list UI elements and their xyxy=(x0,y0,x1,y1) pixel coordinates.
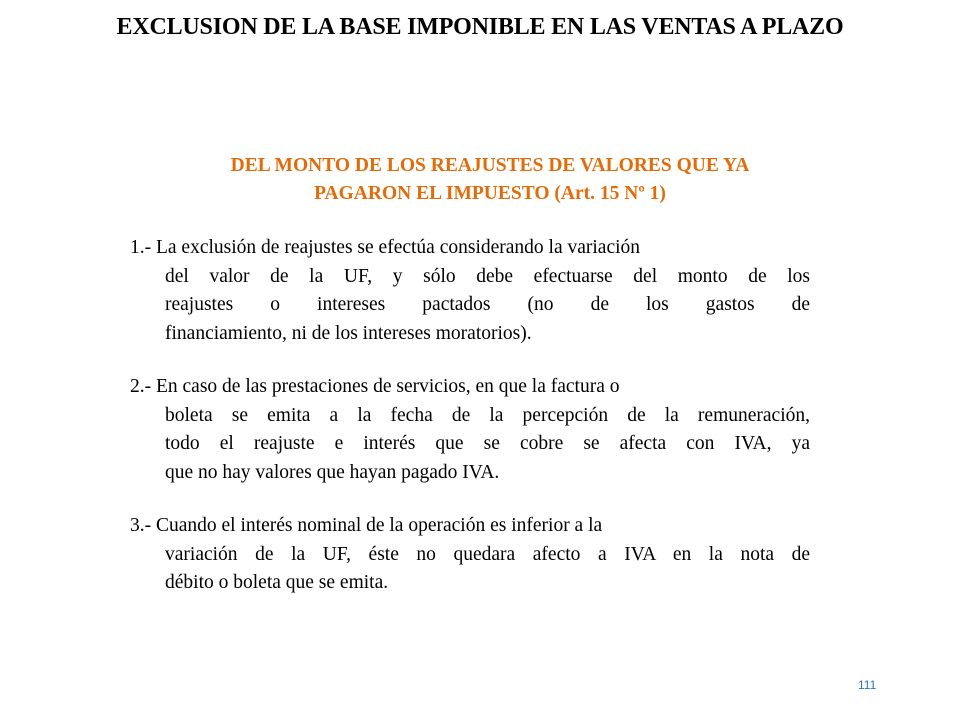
item-1-line-4: financiamiento, ni de los intereses moratorios). xyxy=(165,322,532,344)
item-2-line-1: 2.- En caso de las prestaciones de servicios, en que la factura o xyxy=(130,376,620,397)
item-3-line-1: 3.- Cuando el interés nominal de la operación es inferior a la xyxy=(130,515,603,536)
item-3-line-2: variación de la UF, éste no quedara afecto a IVA en la nota de xyxy=(165,543,810,565)
item-1-line-3: reajustes o intereses pactados (no de los gastos de xyxy=(165,294,810,315)
page-title: EXCLUSION DE LA BASE IMPONIBLE EN LAS VENTAS A PLAZO xyxy=(116,14,844,40)
item-1-line-1: 1.- La exclusión de reajustes se efectúa considerando la variación xyxy=(130,237,641,258)
list-item-1 xyxy=(130,234,810,348)
subtitle-line-2: PAGARON EL IMPUESTO (Art. 15 Nº 1) xyxy=(314,183,666,204)
list-item-3 xyxy=(130,512,810,598)
subtitle-line-1: DEL MONTO DE LOS REAJUSTES DE VALORES QUE YA xyxy=(230,155,750,176)
item-2-line-2: boleta se emita a la fecha de la percepción de la remuneración, xyxy=(165,404,810,426)
section-subtitle xyxy=(150,152,830,208)
list-item-2 xyxy=(130,373,810,487)
page-number: 111 xyxy=(858,678,877,692)
item-2-line-3: todo el reajuste e interés que se cobre se afecta con IVA, ya xyxy=(165,433,810,454)
item-3-line-3: débito o boleta que se emita. xyxy=(165,572,389,593)
item-1-line-2: del valor de la UF, y sólo debe efectuarse del monto de los xyxy=(165,265,810,287)
item-2-line-4: que no hay valores que hayan pagado IVA. xyxy=(165,461,500,483)
